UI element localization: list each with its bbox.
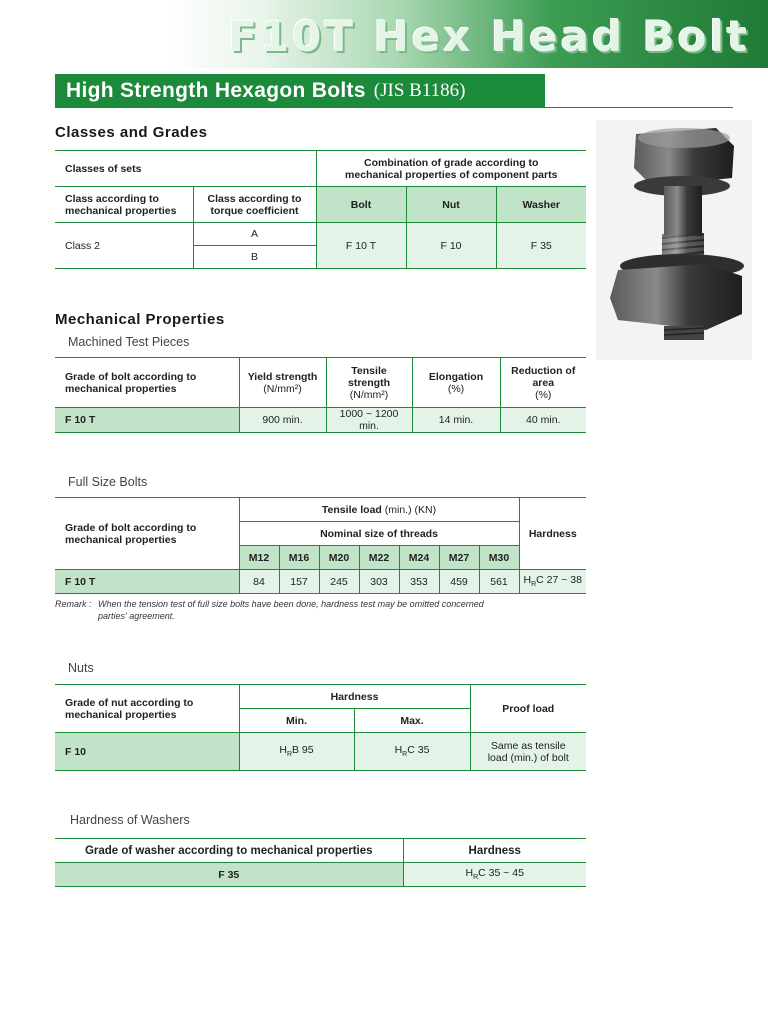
washer-hard-text: C 35 ~ 45 [478,867,524,880]
header-grade-nut: Grade of nut according to mechanical properties [55,685,239,733]
bolt-photo [596,120,752,360]
remark-line-1: When the tension test of full size bolts have been done, hardness test may be omitted concerned [98,599,484,609]
hardness-prefix: H [523,574,532,587]
nut-max-prefix: H [394,744,403,757]
tensile-load-value: 459 [439,570,479,594]
header-tensile [326,358,412,408]
header-tensile-load-label: Tensile load [321,503,382,516]
tensile-load-value: 157 [279,570,319,594]
header-elongation-unit: (%) [447,382,465,395]
reduction-value: 40 min. [500,408,586,433]
header-max: Max. [354,709,470,733]
subheading-fullsize: Full Size Bolts [68,475,148,489]
header-hardness-full: Hardness [519,498,586,570]
torque-b-cell: B [193,246,316,269]
header-nut-hardness: Hardness [239,685,470,709]
machined-table [55,357,586,433]
title-underline [545,107,733,108]
header-grade-washer: Grade of washer according to mechanical properties [55,839,403,863]
tensile-load-value: 561 [479,570,519,594]
header-grade-bolt-full: Grade of bolt according to mechanical properties [55,498,239,570]
elongation-value: 14 min. [412,408,500,433]
top-banner [0,0,768,68]
page-title-bar [55,74,545,108]
header-elongation [412,358,500,408]
nut-min-prefix: H [279,744,287,757]
nut-max-value [354,733,470,771]
size-header-cell: M22 [359,546,399,570]
header-class-torque: Class according to torque coefficient [193,187,316,223]
header-class-mech: Class according to mechanical properties [55,187,193,223]
nut-max-text: C 35 [407,744,430,757]
class-2-cell: Class 2 [55,223,193,269]
subheading-machined: Machined Test Pieces [68,335,190,349]
header-proof-load: Proof load [470,685,586,733]
size-header-cell: M16 [279,546,319,570]
nut-min-sub: R [286,751,293,759]
hardness-value-full [519,570,586,594]
header-elongation-label: Elongation [428,370,484,383]
header-reduction-unit: (%) [535,388,552,401]
header-yield-unit: (N/mm²) [263,382,302,395]
washer-hard-prefix: H [465,867,474,880]
size-header-cell: M24 [399,546,439,570]
standard-label: (JIS B1186) [373,80,466,101]
hardness-sub: R [531,581,537,589]
nut-min-value [239,733,354,771]
row-grade-f35: F 35 [55,863,403,887]
hardness-text: C 27 ~ 38 [536,574,582,587]
banner-title: F10T Hex Head Bolt [228,12,750,61]
page-title: High Strength Hexagon Bolts [66,79,366,102]
washer-hardness-value [403,863,586,887]
header-min: Min. [239,709,354,733]
washer-hard-sub: R [473,874,479,882]
header-tensile-load [239,498,519,522]
size-header-cell: M20 [319,546,359,570]
tensile-load-value: 245 [319,570,359,594]
section-heading-mechanical: Mechanical Properties [55,311,225,328]
remark-label: Remark : [55,599,92,609]
nuts-table [55,684,586,771]
tensile-load-value: 353 [399,570,439,594]
header-washer: Washer [496,187,586,223]
header-yield-label: Yield strength [247,370,318,383]
header-bolt: Bolt [316,187,406,223]
header-nominal-size: Nominal size of threads [239,522,519,546]
nut-min-text: B 95 [292,744,314,757]
subheading-nuts: Nuts [68,661,94,675]
size-header-cell: M27 [439,546,479,570]
header-tensile-label: Tensile strength [348,364,390,389]
header-reduction [500,358,586,408]
section-heading-classes: Classes and Grades [55,124,208,141]
torque-a-cell: A [193,223,316,246]
header-combination: Combination of grade according to mechanical properties of component parts [316,151,586,187]
header-tensile-unit: (N/mm²) [349,388,389,401]
header-grade-bolt: Grade of bolt according to mechanical properties [55,358,239,408]
header-yield [239,358,326,408]
washers-table [55,838,586,887]
tensile-load-value: 303 [359,570,399,594]
fullsize-table [55,497,586,594]
row-grade-f10t: F 10 T [55,408,239,433]
yield-value: 900 min. [239,408,326,433]
washer-grade-cell: F 35 [496,223,586,269]
proof-load-value: Same as tensile load (min.) of bolt [470,733,586,771]
row-grade-f10t-full: F 10 T [55,570,239,594]
bolt-grade-cell: F 10 T [316,223,406,269]
remark-line-2: parties' agreement. [98,611,175,621]
nut-max-sub: R [402,751,408,759]
tensile-load-value: 84 [239,570,279,594]
subheading-washers: Hardness of Washers [70,813,190,827]
tensile-value: 1000 ~ 1200 min. [326,408,412,433]
row-grade-f10: F 10 [55,733,239,771]
classes-table [55,150,586,269]
remark-note [55,598,545,622]
header-nut: Nut [406,187,496,223]
header-tensile-load-unit: (min.) (KN) [384,503,437,516]
header-reduction-label: Reduction of area [511,364,576,389]
size-header-cell: M30 [479,546,519,570]
nut-grade-cell: F 10 [406,223,496,269]
size-header-cell: M12 [239,546,279,570]
header-classes-of-sets: Classes of sets [55,151,316,187]
header-washer-hardness: Hardness [403,839,586,863]
